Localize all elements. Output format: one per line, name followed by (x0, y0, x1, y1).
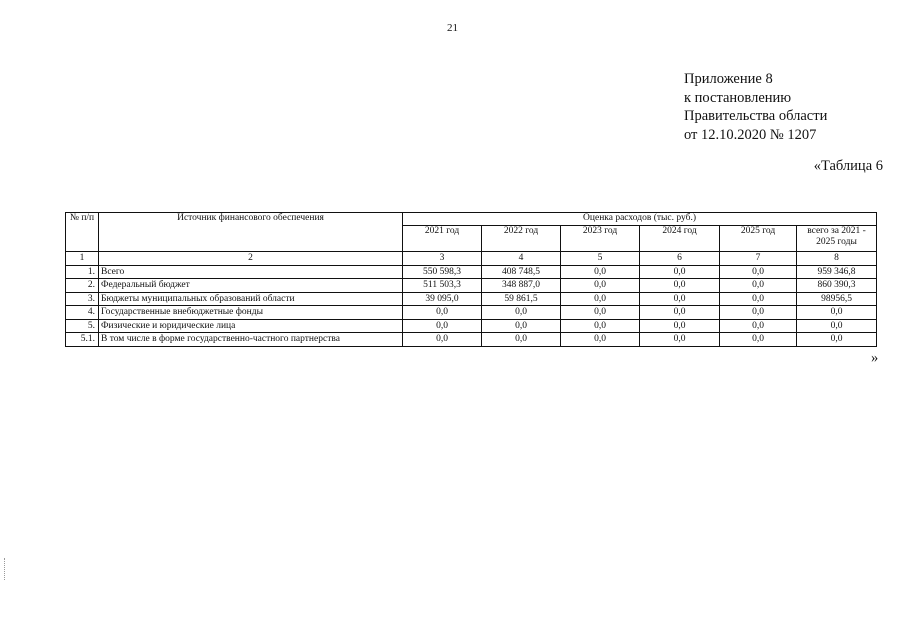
row-source: Государственные внебюджетные фонды (99, 306, 403, 320)
row-value: 0,0 (720, 333, 797, 347)
row-value: 550 598,3 (403, 265, 482, 279)
column-number: 5 (561, 252, 640, 266)
row-source: В том числе в форме государственно-частного партнерства (99, 333, 403, 347)
row-source: Всего (99, 265, 403, 279)
row-value: 0,0 (482, 306, 561, 320)
row-value: 0,0 (561, 279, 640, 293)
closing-quote: » (871, 350, 879, 366)
table-row (66, 265, 877, 279)
appendix-line-3: Правительства области (684, 108, 828, 124)
row-source: Бюджеты муниципальных образований области (99, 292, 403, 306)
row-value: 408 748,5 (482, 265, 561, 279)
row-value: 0,0 (403, 319, 482, 333)
row-value: 0,0 (797, 306, 877, 320)
row-value: 0,0 (561, 292, 640, 306)
table-row (66, 279, 877, 293)
header-number: № п/п (66, 213, 99, 252)
row-value: 59 861,5 (482, 292, 561, 306)
row-value: 0,0 (561, 265, 640, 279)
table-row (66, 292, 877, 306)
row-number: 5. (66, 319, 99, 333)
header-year: 2022 год (482, 226, 561, 252)
row-value: 0,0 (640, 333, 720, 347)
row-number: 4. (66, 306, 99, 320)
row-value: 348 887,0 (482, 279, 561, 293)
row-value: 0,0 (640, 265, 720, 279)
row-value: 0,0 (720, 306, 797, 320)
column-number: 7 (720, 252, 797, 266)
column-number: 4 (482, 252, 561, 266)
row-value: 0,0 (720, 319, 797, 333)
column-number: 8 (797, 252, 877, 266)
header-year: 2024 год (640, 226, 720, 252)
row-value: 0,0 (561, 306, 640, 320)
row-source: Федеральный бюджет (99, 279, 403, 293)
row-value: 39 095,0 (403, 292, 482, 306)
row-value: 0,0 (640, 279, 720, 293)
row-number: 5.1. (66, 333, 99, 347)
row-value: 0,0 (720, 292, 797, 306)
row-value: 0,0 (797, 333, 877, 347)
header-year: 2025 год (720, 226, 797, 252)
margin-mark (4, 558, 10, 580)
row-value: 0,0 (797, 319, 877, 333)
row-value: 0,0 (482, 319, 561, 333)
row-value: 511 503,3 (403, 279, 482, 293)
row-number: 2. (66, 279, 99, 293)
row-value: 0,0 (403, 333, 482, 347)
appendix-block (684, 70, 827, 144)
table-row (66, 319, 877, 333)
column-number: 2 (99, 252, 403, 266)
row-value: 0,0 (561, 333, 640, 347)
header-source: Источник финансового обеспечения (99, 213, 403, 252)
row-value: 860 390,3 (797, 279, 877, 293)
row-value: 0,0 (403, 306, 482, 320)
row-value: 959 346,8 (797, 265, 877, 279)
table-label: «Таблица 6 (813, 158, 883, 174)
row-value: 0,0 (640, 306, 720, 320)
column-numbers-row (66, 252, 877, 266)
row-value: 0,0 (482, 333, 561, 347)
header-estimate: Оценка расходов (тыс. руб.) (403, 213, 877, 226)
header-total: всего за 2021 - 2025 годы (797, 226, 877, 252)
financing-table (65, 212, 877, 347)
row-value: 0,0 (561, 319, 640, 333)
row-number: 3. (66, 292, 99, 306)
row-value: 0,0 (640, 319, 720, 333)
table-row (66, 306, 877, 320)
header-year: 2023 год (561, 226, 640, 252)
table-row (66, 333, 877, 347)
appendix-line-2: к постановлению (684, 89, 792, 106)
page-number: 21 (447, 22, 458, 34)
appendix-line-4: от 12.10.2020 № 1207 (684, 126, 817, 143)
column-number: 1 (66, 252, 99, 266)
row-value: 0,0 (640, 292, 720, 306)
row-value: 0,0 (720, 265, 797, 279)
appendix-line-1: Приложение 8 (684, 71, 773, 87)
column-number: 3 (403, 252, 482, 266)
row-source: Физические и юридические лица (99, 319, 403, 333)
header-year: 2021 год (403, 226, 482, 252)
row-number: 1. (66, 265, 99, 279)
row-value: 0,0 (720, 279, 797, 293)
column-number: 6 (640, 252, 720, 266)
row-value: 98956,5 (797, 292, 877, 306)
